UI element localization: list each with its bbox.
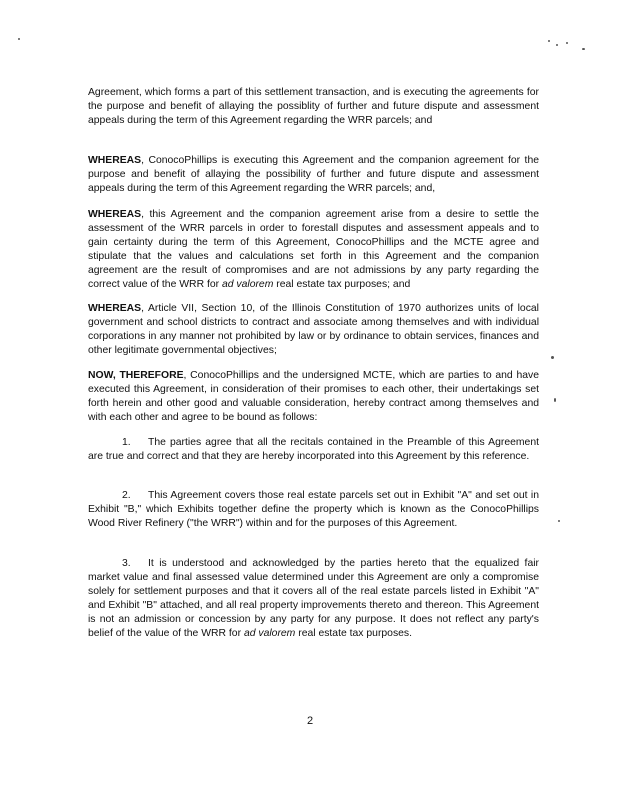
whereas-paragraph-1 (88, 154, 539, 196)
numbered-item-3 (88, 557, 539, 640)
paragraph-text: real estate tax purposes; and (273, 278, 411, 290)
paragraph-text: , ConocoPhillips is executing this Agreement and the companion agreement for the purpose and benefit of allaying the possibility of further and future dispute and assessment appeals during the term of this Agreement regarding the WRR parcels; and, (88, 155, 539, 194)
item-text: real estate tax purposes. (295, 627, 413, 639)
scan-speck (548, 40, 550, 42)
paragraph-text: , this Agreement and the companion agreement arise from a desire to settle the assessment of the WRR parcels in order to forestall disputes and assessment appeals and to gain certainty during the term of this Agreement, ConocoPhillips and the MCTE agree and stipulate that the values and calculations set forth in this Agreement and the companion agreement are the result of compromises and are not admissions by any party regarding the correct value of the WRR for (88, 209, 539, 290)
scan-speck (554, 398, 556, 402)
page-number: 2 (306, 715, 314, 727)
paragraph-lead: NOW, THEREFORE (88, 370, 184, 381)
paragraph-lead: WHEREAS (88, 209, 142, 220)
italic-term: ad valorem (221, 278, 274, 290)
numbered-item-2 (88, 489, 539, 531)
paragraph-continuation (88, 86, 539, 128)
item-number: 1. (122, 437, 131, 448)
whereas-paragraph-3 (88, 302, 539, 358)
numbered-item-1 (88, 436, 539, 464)
scan-speck (551, 356, 554, 359)
scan-speck (556, 44, 558, 46)
item-text: The parties agree that all the recitals contained in the Preamble of this Agreement are true and correct and that they are hereby incorporated into this Agreement by this reference. (88, 437, 539, 462)
item-number: 2. (122, 490, 131, 501)
scan-speck (582, 48, 585, 50)
item-text: It is understood and acknowledged by the parties hereto that the equalized fair market value and final assessed value determined under this Agreement are only a compromise solely for settlement purposes and that it covers all of the real estate parcels listed in Exhibit "A" and Exhibit "B" attached, and all real property improvements thereto and thereon. This Agreement is not an admission or concession by any party for any purpose. It does not reflect any party's belief of the value of the WRR for (88, 558, 539, 639)
paragraph-lead: WHEREAS (88, 303, 142, 314)
now-therefore-paragraph (88, 369, 539, 425)
paragraph-text: , Article VII, Section 10, of the Illinois Constitution of 1970 authorizes units of local government and school districts to contract and associate among themselves and with individual corporations in any manner not prohibited by law or by ordinance to obtain services, finances and other legitimate governmental objectives; (88, 303, 539, 356)
item-number: 3. (122, 558, 131, 569)
scan-speck (18, 38, 20, 40)
whereas-paragraph-2 (88, 208, 539, 291)
italic-term: ad valorem (243, 627, 296, 639)
scan-speck (566, 42, 568, 44)
paragraph-text: Agreement, which forms a part of this settlement transaction, and is executing the agreements for the purpose and benefit of allaying the possiblity of further and future dispute and assessment appeals during the term of this Agreement regarding the WRR parcels; and (88, 87, 539, 126)
paragraph-lead: WHEREAS (88, 155, 142, 166)
paragraph-text: , ConocoPhillips and the undersigned MCTE, which are parties to and have executed this Agreement, in consideration of their promises to each other, their undertakings set forth herein and other good and valuable consideration, hereby contract among themselves and with each other and agree to be bound as follows: (88, 370, 539, 423)
item-text: This Agreement covers those real estate parcels set out in Exhibit "A" and set out in Exhibit "B," which Exhibits together define the property which is known as the ConocoPhillips Wood River Refinery ("the WRR") within and for the purposes of this Agreement. (88, 490, 539, 529)
scan-speck (558, 520, 560, 522)
